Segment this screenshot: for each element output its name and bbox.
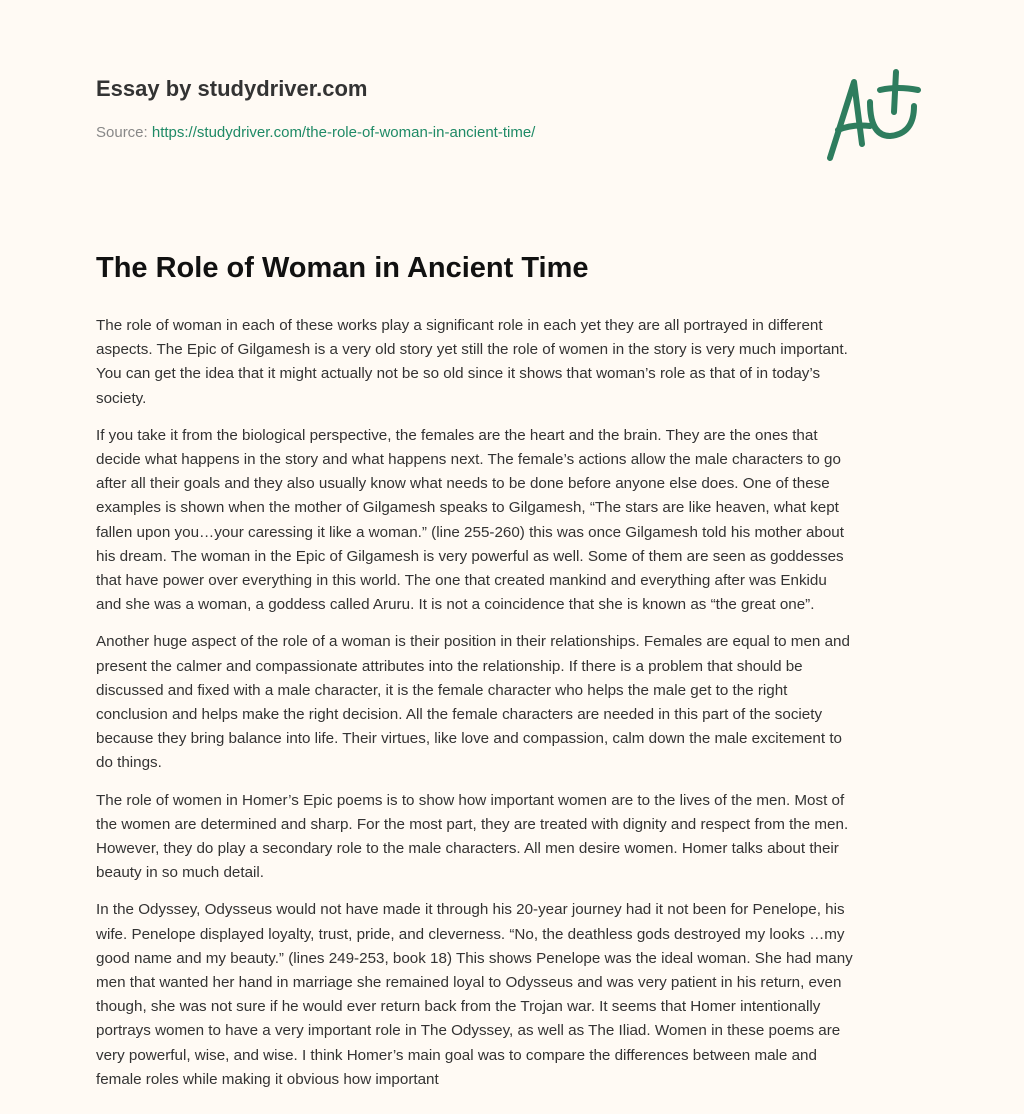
paragraph-line: fallen upon you…your caressing it like a woman.” (line 255-260) this was once Gilgamesh told his mother about [96, 523, 844, 541]
paragraph-line: after all their goals and they also usually know what needs to be done before anyone else does. One of these [96, 475, 830, 493]
paragraph-line: good name and my beauty.” (lines 249-253, book 18) This shows Penelope was the ideal woman. She had many [96, 949, 853, 967]
paragraph-line: and she was a woman, a goddess called Aruru. It is not a coincidence that she is known as “the great one”. [96, 596, 815, 614]
paragraph [96, 424, 946, 618]
paragraph-line: In the Odyssey, Odysseus would not have made it through his 20-year journey had it not been for Penelope, his [96, 901, 845, 919]
article-body [96, 314, 946, 1105]
paragraph-line: examples is shown when the mother of Gilgamesh speaks to Gilgamesh, “The stars are like heaven, what kept [96, 499, 839, 517]
paragraph-line: portrays women to have a very important role in The Odyssey, as well as The Iliad. Women in these poems are [96, 1022, 841, 1040]
paragraph-line: Another huge aspect of the role of a woman is their position in their relationships. Females are equal to men and [96, 633, 850, 651]
paragraph [96, 789, 946, 886]
paragraph-line: female roles while making it obvious how important [96, 1070, 439, 1088]
paragraph [96, 630, 946, 775]
paragraph-line: The role of woman in each of these works play a significant role in each yet they are all portrayed in different [96, 317, 823, 334]
paragraph [96, 314, 946, 411]
paragraph-line: beauty in so much detail. [96, 864, 265, 882]
paragraph-line: present the calmer and compassionate attributes into the relationship. If there is a problem that should be [96, 657, 803, 675]
paragraph-line: because they bring balance into life. Their virtues, like love and compassion, calm down the male excitement to [96, 730, 842, 748]
paragraph [96, 898, 946, 1092]
paragraph-line: that have power over everything in this world. The one that created mankind and everything after was Enkidu [96, 572, 827, 590]
source-label: Source: [96, 124, 148, 141]
paragraph-line: wife. Penelope displayed loyalty, trust, pride, and cleverness. “No, the deathless gods destroyed my looks …my [96, 925, 845, 943]
paragraph-line: aspects. The Epic of Gilgamesh is a very old story yet still the role of women in the story is very much important. [96, 341, 848, 359]
article-title: The Role of Woman in Ancient Time [96, 252, 589, 284]
paragraph-line: However, they do play a secondary role to the male characters. All men desire women. Homer talks about their [96, 840, 839, 858]
a-plus-logo-icon [818, 66, 930, 166]
paragraph-line: decide what happens in the story and what happens next. The female’s actions allow the male characters to go [96, 451, 841, 469]
paragraph-line: do things. [96, 754, 162, 772]
paragraph-line: conclusion and helps make the right decision. All the female characters are needed in this part of the society [96, 706, 823, 724]
paragraph-line: very powerful, wise, and wise. I think Homer’s main goal was to compare the differences between male and [96, 1046, 817, 1064]
site-brand: Essay by studydriver.com [96, 76, 368, 101]
paragraph-line: society. [96, 389, 147, 407]
paragraph-line: though, she was not sure if he would ever return back from the Trojan war. It seems that Homer intentionally [96, 998, 821, 1016]
paragraph-line: If you take it from the biological perspective, the females are the heart and the brain. They are the ones that [96, 426, 818, 444]
paragraph-line: The role of women in Homer’s Epic poems is to show how important women are to the lives of the men. Most of [96, 791, 845, 809]
source-link[interactable]: https://studydriver.com/the-role-of-woman-in-ancient-time/ [151, 124, 536, 141]
source-line [96, 124, 535, 141]
paragraph-line: discussed and fixed with a male character, it is the female character who helps the male get to the right [96, 681, 788, 699]
paragraph-line: You can get the idea that it might actually not be so old since it shows that woman’s role as that of in today’s [96, 365, 821, 383]
paragraph-line: the women are determined and sharp. For the most part, they are treated with dignity and respect from the men. [96, 815, 849, 833]
paragraph-line: men that wanted her hand in marriage she remained loyal to Odysseus and was very patient in his return, even [96, 974, 842, 992]
paragraph-line: his dream. The woman in the Epic of Gilgamesh is very powerful as well. Some of them are seen as goddesses [96, 547, 844, 565]
